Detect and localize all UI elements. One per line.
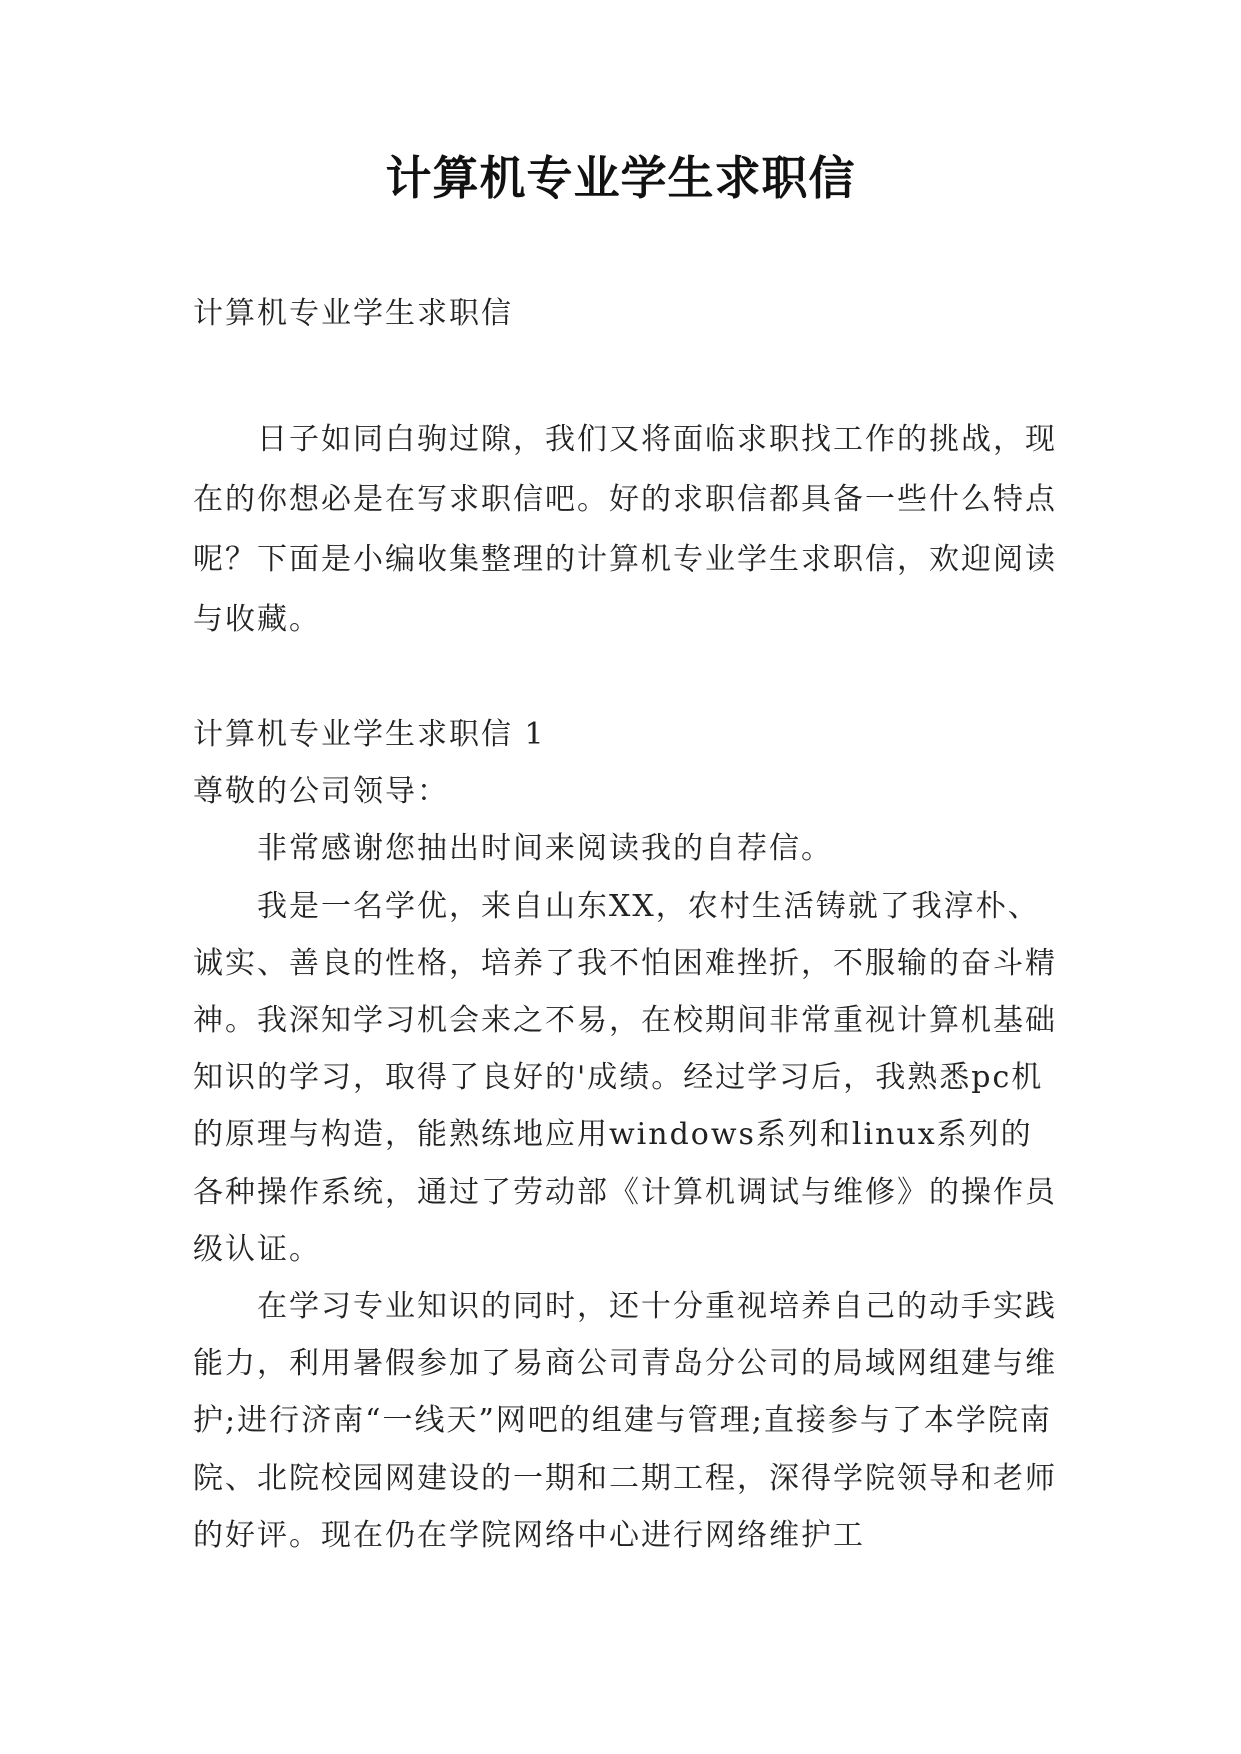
letter-paragraph: 非常感谢您抽出时间来阅读我的自荐信。 xyxy=(257,831,833,867)
letter-salutation: 尊敬的公司领导： xyxy=(193,774,449,810)
intro-paragraph: 日子如同白驹过隙，我们又将面临求职找工作的挑战，现在的你想必是在写求职信吧。好的求职信都具备一些什么特点呢？下面是小编收集整理的计算机专业学生求职信，欢迎阅读与收藏。 xyxy=(193,422,1057,637)
letter-paragraph: 我是一名学优，来自山东XX，农村生活铸就了我淳朴、诚实、善良的性格，培养了我不怕困难挫折，不服输的奋斗精神。我深知学习机会来之不易，在校期间非常重视计算机基础知识的学习，取得了良好的'成绩。经过学习后，我熟悉pc机的原理与构造，能熟练地应用windows系列和linux系列的各种操作系统，通过了劳动部《计算机调试与维修》的操作员级认证。 xyxy=(193,888,1057,1267)
letter-heading: 计算机专业学生求职信 1 xyxy=(193,717,546,752)
document-subtitle: 计算机专业学生求职信 xyxy=(193,296,513,331)
document-title: 计算机专业学生求职信 xyxy=(385,151,856,205)
letter-paragraph: 在学习专业知识的同时，还十分重视培养自己的动手实践能力，利用暑假参加了易商公司青岛分公司的局域网组建与维护;进行济南“一线天”网吧的组建与管理;直接参与了本学院南院、北院校园网建设的一期和二期工程，深得学院领导和老师的好评。现在仍在学院网络中心进行网络维护工 xyxy=(193,1289,1057,1553)
cover-letter xyxy=(193,706,1063,1564)
